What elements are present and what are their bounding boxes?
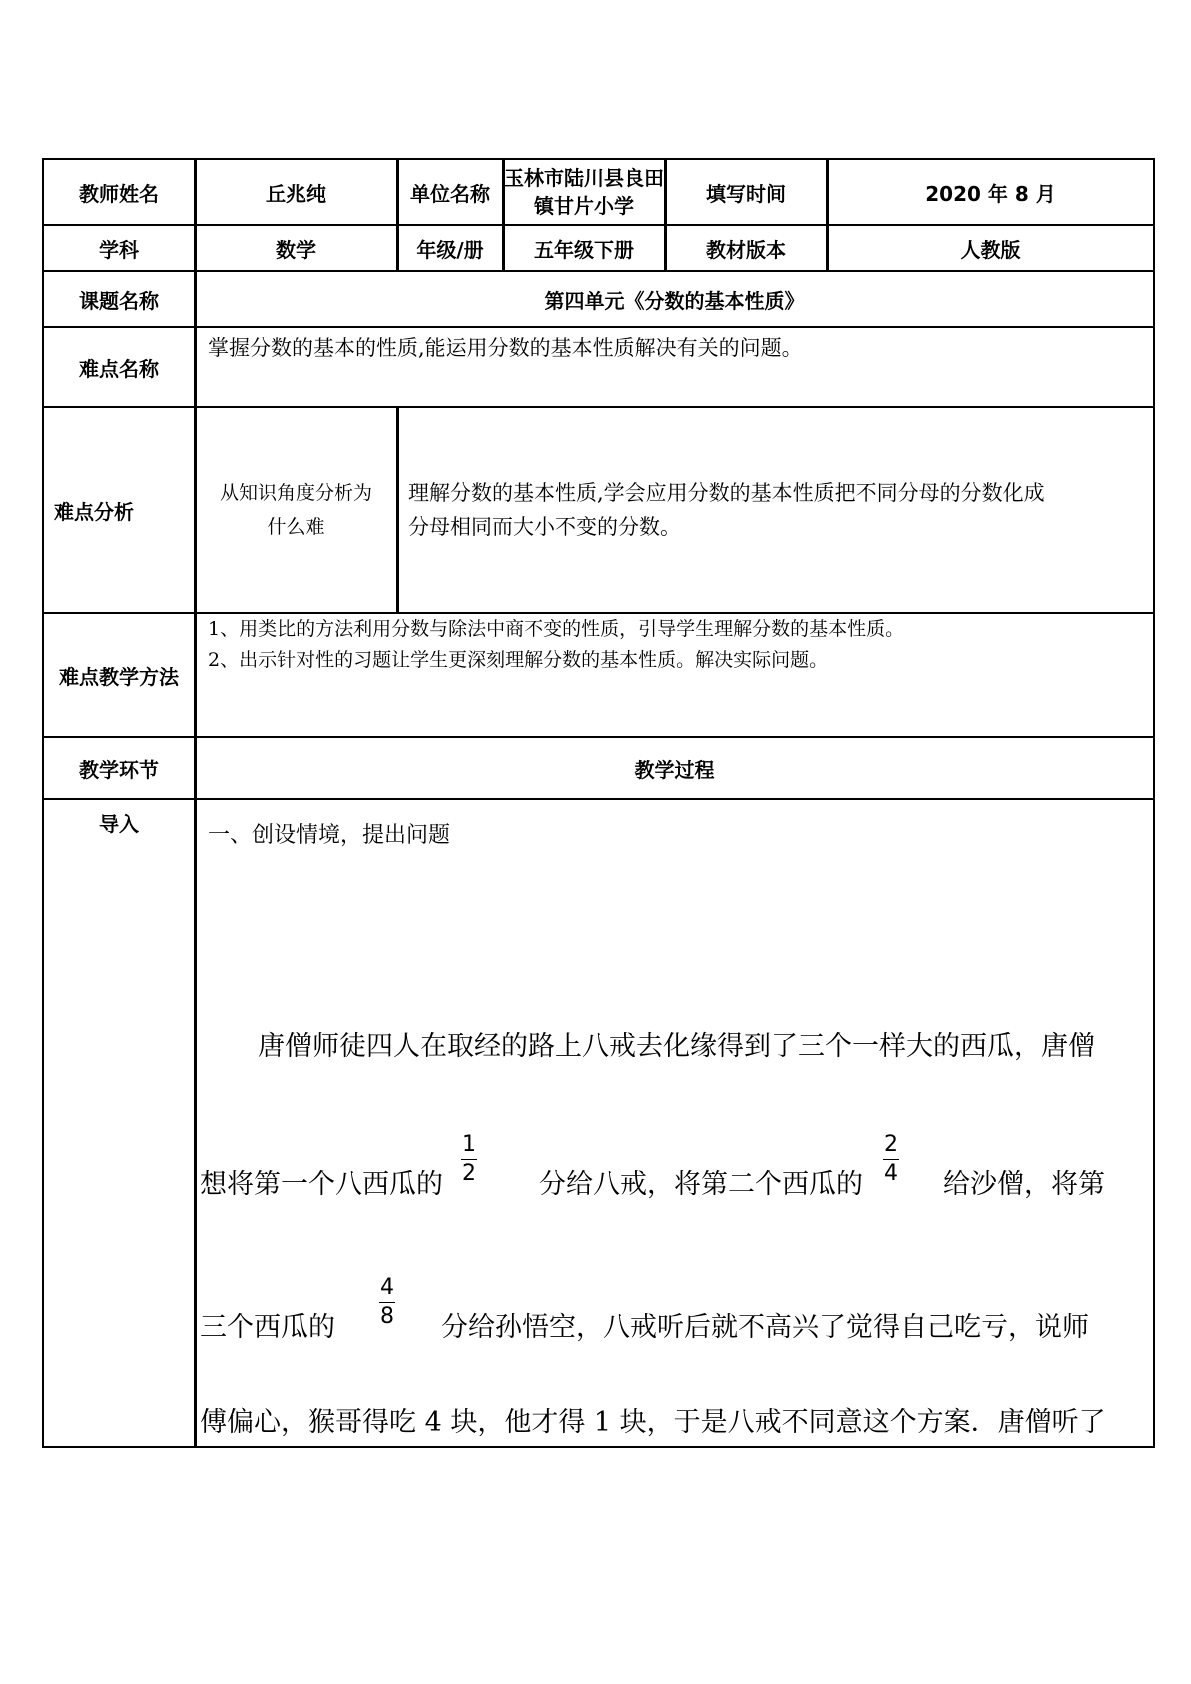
intro-heading: 一、创设情境，提出问题 bbox=[208, 823, 451, 848]
analysis-sub-label bbox=[196, 408, 396, 612]
edition-value: 人教版 bbox=[960, 237, 1021, 262]
stage-header-label: 教学环节 bbox=[79, 757, 159, 782]
unit-name-line2: 镇甘片小学 bbox=[534, 194, 634, 218]
fraction-denominator: 8 bbox=[380, 1304, 394, 1329]
story-line-3a: 三个西瓜的 bbox=[200, 1312, 335, 1343]
analysis-value-line2: 分母相同而大小不变的分数。 bbox=[408, 515, 681, 539]
row-process-header bbox=[42, 736, 1155, 798]
row-teacher-info bbox=[42, 158, 1155, 224]
method-label: 难点教学方法 bbox=[59, 664, 179, 689]
topic-label: 课题名称 bbox=[79, 288, 159, 313]
edition-label: 教材版本 bbox=[706, 237, 786, 262]
fraction-two-fourths bbox=[883, 1133, 899, 1186]
grade-label: 年级/册 bbox=[416, 237, 484, 262]
lesson-plan-table bbox=[42, 158, 1155, 1448]
fraction-numerator: 2 bbox=[884, 1132, 898, 1157]
teacher-name-label: 教师姓名 bbox=[79, 181, 159, 206]
fill-time-label: 填写时间 bbox=[706, 181, 786, 206]
row-topic bbox=[42, 270, 1155, 326]
row-subject-info bbox=[42, 224, 1155, 270]
grade-value: 五年级下册 bbox=[534, 237, 634, 262]
method-value bbox=[208, 614, 1148, 736]
analysis-value-line1: 理解分数的基本性质,学会应用分数的基本性质把不同分母的分数化成 bbox=[408, 481, 1045, 505]
story-line-2b: 分给八戒，将第二个西瓜的 bbox=[539, 1169, 863, 1200]
analysis-value bbox=[408, 408, 1153, 612]
unit-name-line1: 玉林市陆川县良田 bbox=[504, 166, 664, 190]
process-header-label: 教学过程 bbox=[634, 757, 715, 782]
fraction-bar bbox=[379, 1302, 395, 1303]
story-line-1: 唐僧师徒四人在取经的路上八戒去化缘得到了三个一样大的西瓜，唐僧 bbox=[258, 1031, 1095, 1062]
story-line-2c: 给沙僧，将第 bbox=[943, 1169, 1105, 1200]
difficulty-label: 难点名称 bbox=[79, 356, 159, 381]
fraction-numerator: 4 bbox=[380, 1275, 394, 1300]
story-line-2a: 想将第一个八西瓜的 bbox=[200, 1169, 443, 1200]
topic-value: 第四单元《分数的基本性质》 bbox=[544, 288, 805, 313]
unit-name-label: 单位名称 bbox=[410, 181, 490, 206]
story-line-3b: 分给孙悟空，八戒听后就不高兴了觉得自己吃亏，说师 bbox=[441, 1312, 1089, 1343]
analysis-sub-label-line1: 从知识角度分析为 bbox=[219, 482, 372, 504]
teacher-name-value: 丘兆纯 bbox=[266, 181, 326, 206]
fraction-four-eighths bbox=[379, 1276, 395, 1329]
unit-name-value bbox=[504, 160, 664, 224]
row-method bbox=[42, 612, 1155, 736]
row-analysis bbox=[42, 406, 1155, 612]
fraction-numerator: 1 bbox=[462, 1132, 476, 1157]
subject-value: 数学 bbox=[276, 237, 316, 262]
story-line-2 bbox=[200, 1132, 1105, 1208]
fraction-bar bbox=[883, 1159, 899, 1160]
fill-time-value: 2020 年 8 月 bbox=[925, 181, 1056, 206]
difficulty-value: 掌握分数的基本的性质,能运用分数的基本性质解决有关的问题。 bbox=[208, 336, 803, 360]
analysis-sub-label-line2: 什么难 bbox=[267, 516, 325, 538]
fraction-bar bbox=[461, 1159, 477, 1160]
fraction-denominator: 2 bbox=[462, 1161, 476, 1186]
fraction-one-half bbox=[461, 1133, 477, 1186]
fraction-denominator: 4 bbox=[884, 1161, 898, 1186]
method-line2: 2、出示针对性的习题让学生更深刻理解分数的基本性质。解决实际问题。 bbox=[208, 649, 829, 671]
subject-label: 学科 bbox=[99, 237, 139, 262]
row-difficulty bbox=[42, 326, 1155, 406]
story-line-4: 傅偏心，猴哥得吃 4 块，他才得 1 块，于是八戒不同意这个方案．唐僧听了 bbox=[200, 1407, 1106, 1438]
intro-stage-label: 导入 bbox=[99, 812, 139, 836]
method-line1: 1、用类比的方法利用分数与除法中商不变的性质，引导学生理解分数的基本性质。 bbox=[208, 618, 905, 640]
story-line-3 bbox=[200, 1275, 1089, 1351]
analysis-label: 难点分析 bbox=[54, 499, 134, 524]
